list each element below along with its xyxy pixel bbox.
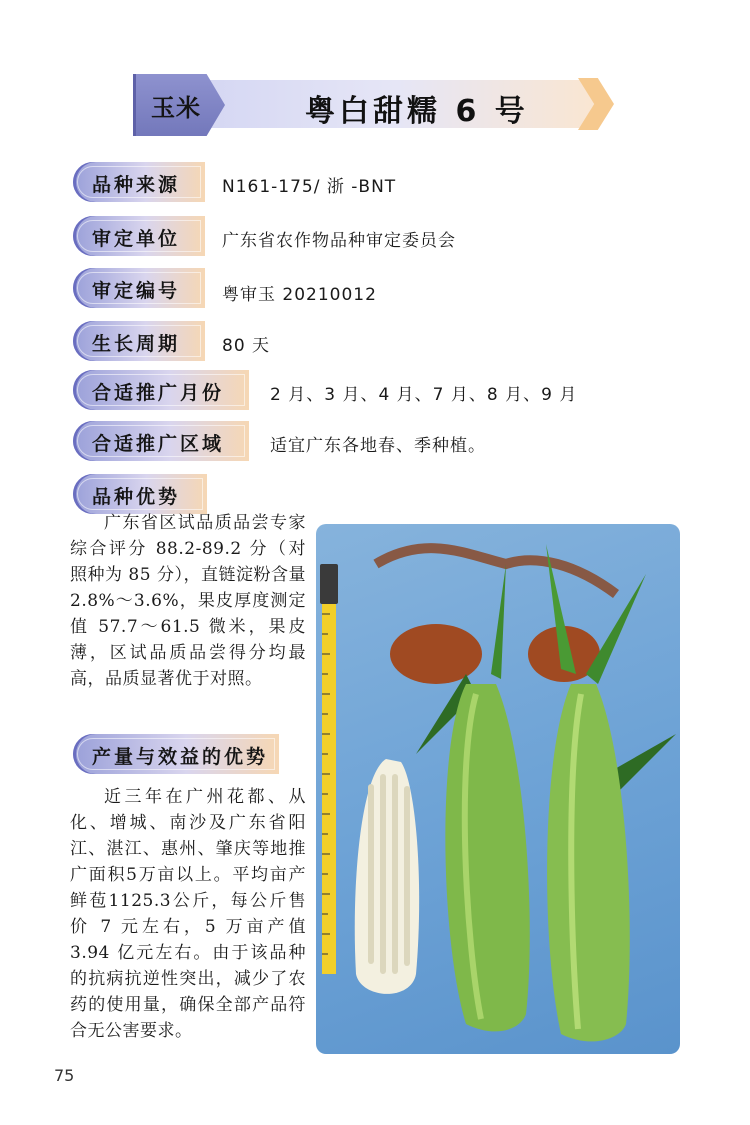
advantages-paragraph: 广东省区试品质品尝专家综合评分 88.2-89.2 分（对照种为 85 分），直链淀粉含量 2.8%～3.6%，果皮厚度测定值 57.7～61.5 微米，果皮薄，区试品质品尝得分均最高，品质显著优于对照。 — [70, 513, 306, 689]
label-suitable-region-text: 合适推广区域 — [92, 433, 225, 455]
corn-photo-illustration — [316, 524, 680, 1054]
value-source: N161-175/ 浙 -BNT — [222, 177, 397, 197]
label-yield-benefit — [73, 734, 279, 774]
title-banner — [133, 72, 615, 138]
category-label: 玉米 — [151, 94, 201, 122]
label-growth-period — [73, 321, 205, 361]
label-suitable-months-text: 合适推广月份 — [92, 382, 225, 404]
label-suitable-region — [73, 421, 249, 461]
label-approval-unit — [73, 216, 205, 256]
label-suitable-months — [73, 370, 249, 410]
label-variety-advantages — [73, 474, 207, 514]
ruler-icon — [322, 594, 336, 974]
value-approval-number: 粤审玉 20210012 — [222, 285, 377, 305]
label-approval-unit-text: 审定单位 — [92, 228, 181, 250]
value-approval-unit: 广东省农作物品种审定委员会 — [222, 231, 456, 251]
label-yield-benefit-text: 产量与效益的优势 — [92, 746, 269, 768]
label-source — [73, 162, 205, 202]
label-approval-number-text: 审定编号 — [92, 280, 181, 302]
corn-photo — [316, 524, 680, 1054]
value-growth-period: 80 天 — [222, 336, 271, 356]
page-number: 75 — [54, 1066, 75, 1085]
variety-title: 粤白甜糯 6 号 — [305, 94, 529, 129]
value-suitable-region: 适宜广东各地春、季种植。 — [270, 436, 486, 456]
label-approval-number — [73, 268, 205, 308]
value-suitable-months: 2 月、3 月、4 月、7 月、8 月、9 月 — [270, 385, 578, 405]
label-source-text: 品种来源 — [92, 174, 181, 196]
label-growth-period-text: 生长周期 — [92, 333, 181, 355]
label-variety-advantages-text: 品种优势 — [92, 486, 181, 508]
yield-paragraph: 近三年在广州花都、从化、增城、南沙及广东省阳江、湛江、惠州、肇庆等地推广面积5万亩以上。平均亩产鲜苞1125.3公斤，每公斤售价 7 元左右，5 万亩产值 3.94 亿元左右。由于该品种的抗病抗逆性突出，减少了农药的使用量，确保全部产品符合无公害要求。 — [70, 787, 306, 1041]
